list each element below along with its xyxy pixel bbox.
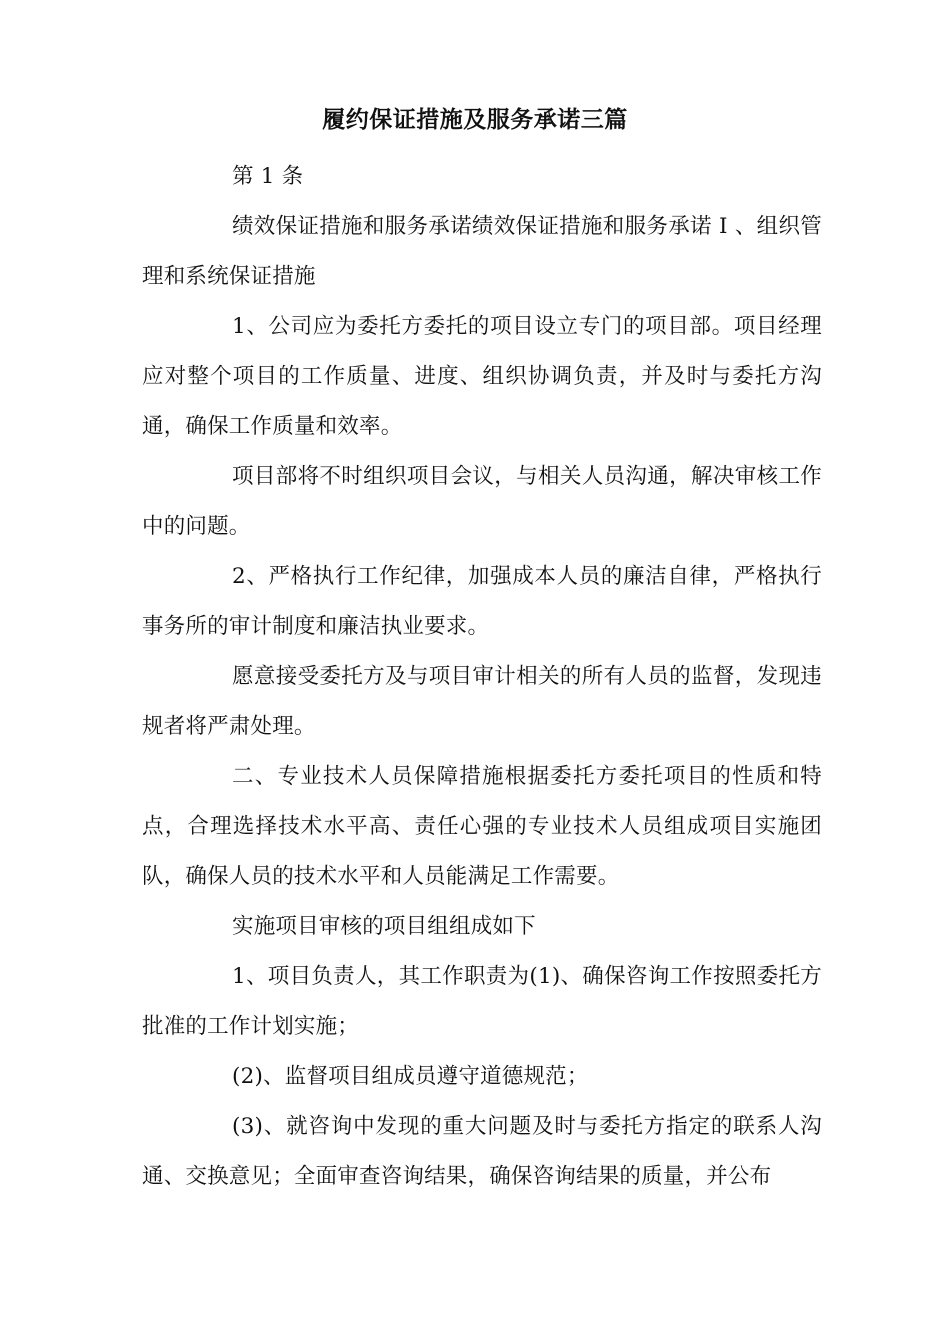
paragraph-team-composition: 实施项目审核的项目组组成如下 [232, 914, 536, 939]
paragraph-duty-3: (3)、就咨询中发现的重大问题及时与委托方指定的联系人沟通、交换意见；全面审查咨询结果，确保咨询结果的质量，并公布 [142, 1114, 822, 1189]
paragraph-item-2: 2、严格执行工作纪律，加强成本人员的廉洁自律，严格执行事务所的审计制度和廉洁执业要求。 [142, 564, 822, 639]
paragraph-intro: 绩效保证措施和服务承诺绩效保证措施和服务承诺 I 、组织管理和系统保证措施 [142, 214, 822, 289]
paragraph-project-meetings: 项目部将不时组织项目会议，与相关人员沟通，解决审核工作中的问题。 [142, 464, 822, 539]
paragraph-section-2: 二、专业技术人员保障措施根据委托方委托项目的性质和特点，合理选择技术水平高、责任心强的专业技术人员组成项目实施团队，确保人员的技术水平和人员能满足工作需要。 [142, 764, 822, 889]
paragraph-project-leader: 1、项目负责人，其工作职责为(1)、确保咨询工作按照委托方批准的工作计划实施； [142, 964, 822, 1039]
paragraph-article-number: 第 1 条 [232, 164, 304, 189]
document-body [142, 152, 822, 1202]
paragraph-item-1: 1、公司应为委托方委托的项目设立专门的项目部。项目经理应对整个项目的工作质量、进度、组织协调负责，并及时与委托方沟通，确保工作质量和效率。 [142, 314, 822, 439]
paragraph-supervision: 愿意接受委托方及与项目审计相关的所有人员的监督，发现违规者将严肃处理。 [142, 664, 822, 739]
document-title: 履约保证措施及服务承诺三篇 [322, 106, 628, 133]
paragraph-duty-2: (2)、监督项目组成员遵守道德规范； [232, 1064, 589, 1089]
